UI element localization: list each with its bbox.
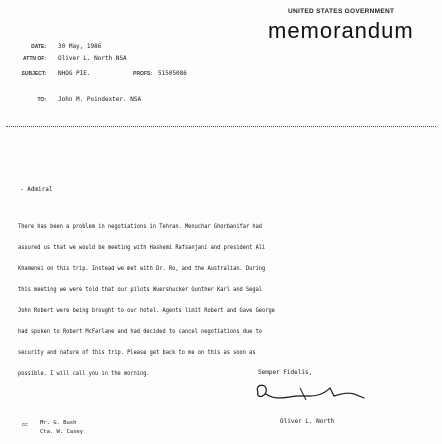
body-line: Khamenei on this trip. Instead we met with Dr. Ro, and the Australian. During [18, 266, 266, 272]
cc-recipient: Cta. W. Casey [40, 429, 84, 435]
body-line: assured us that we would be meeting with Hashemi Rafsanjani and president Ali [18, 245, 266, 251]
memo-title: memorandum [268, 18, 414, 43]
body-line: There has been a problem in negotiations in Tehran. Menuchar Ghorbanifar had [18, 224, 263, 230]
body-line: possible. I will call you in the morning. [18, 371, 150, 377]
agency-header: UNITED STATES GOVERNMENT [288, 8, 395, 15]
body-line: this meeting we were told that our pilots Wuershucker Gunther Karl and Segal [18, 287, 263, 293]
body-line: had spoken to Robert McFarlane and had decided to cancel negotiations due to [18, 329, 263, 335]
to-label: TO: [37, 97, 46, 103]
cc-recipient: Mr. G. Bush [40, 420, 77, 426]
salutation: - Admiral [20, 186, 53, 193]
attn-label: ATTN OF: [23, 56, 46, 62]
subject-label: SUBJECT: [21, 71, 46, 77]
profs-label: PROFS: [133, 71, 152, 77]
cc-label: cc: [22, 422, 29, 428]
subject-value: NHOG PIE. [58, 70, 91, 77]
handwritten-signature [250, 378, 370, 408]
attn-value: Oliver L. North NSA [58, 55, 127, 62]
profs-value: 51505086 [158, 70, 187, 77]
signoff: Semper Fidelis, [258, 369, 313, 376]
body-line: security and nature of this trip. Please get back to me on this as soon as [18, 350, 256, 356]
header-divider [6, 126, 436, 128]
date-label: DATE: [31, 44, 46, 50]
memo-body [18, 210, 404, 392]
body-line: John Robert were being brought to our hotel. Agents limit Robert and Gave George [18, 308, 275, 314]
to-value: John M. Poindexter. NSA [58, 96, 142, 103]
date-value: 30 May, 1986 [58, 43, 102, 50]
signer-name: Oliver L. North [280, 418, 335, 425]
